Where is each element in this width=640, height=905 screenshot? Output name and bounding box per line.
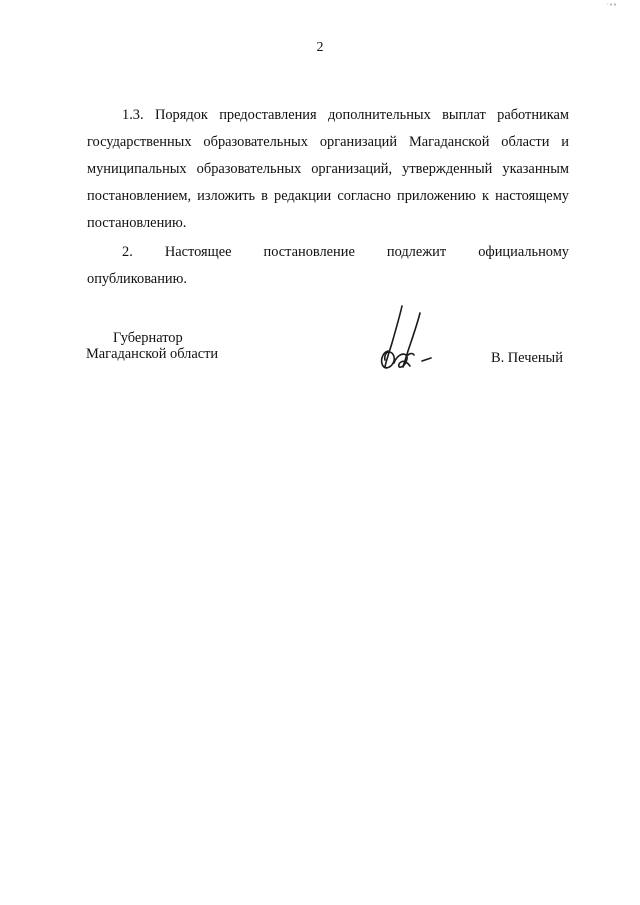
paragraph-1-3: 1.3. Порядок предоставления дополнительных выплат работникам государственных образовательных организаций Магаданской области и муниципальных образовательных организаций, утвержденный указанным постановлением, изложить в редакции согласно приложению к настоящему постановлению. bbox=[87, 107, 569, 231]
signer-title-line1: Губернатор bbox=[113, 330, 183, 346]
signer-name: В. Печеный bbox=[491, 350, 563, 366]
signer-title-line2: Магаданской области bbox=[86, 346, 219, 362]
handwritten-signature-icon bbox=[372, 303, 442, 381]
corner-scan-mark: ·▪▪ bbox=[606, 0, 618, 9]
paragraph-2-line1: 2. Настоящее постановление подлежит официальному bbox=[122, 244, 569, 260]
page-number: 2 bbox=[316, 40, 324, 55]
paragraph-2-line2: опубликованию. bbox=[87, 271, 187, 287]
